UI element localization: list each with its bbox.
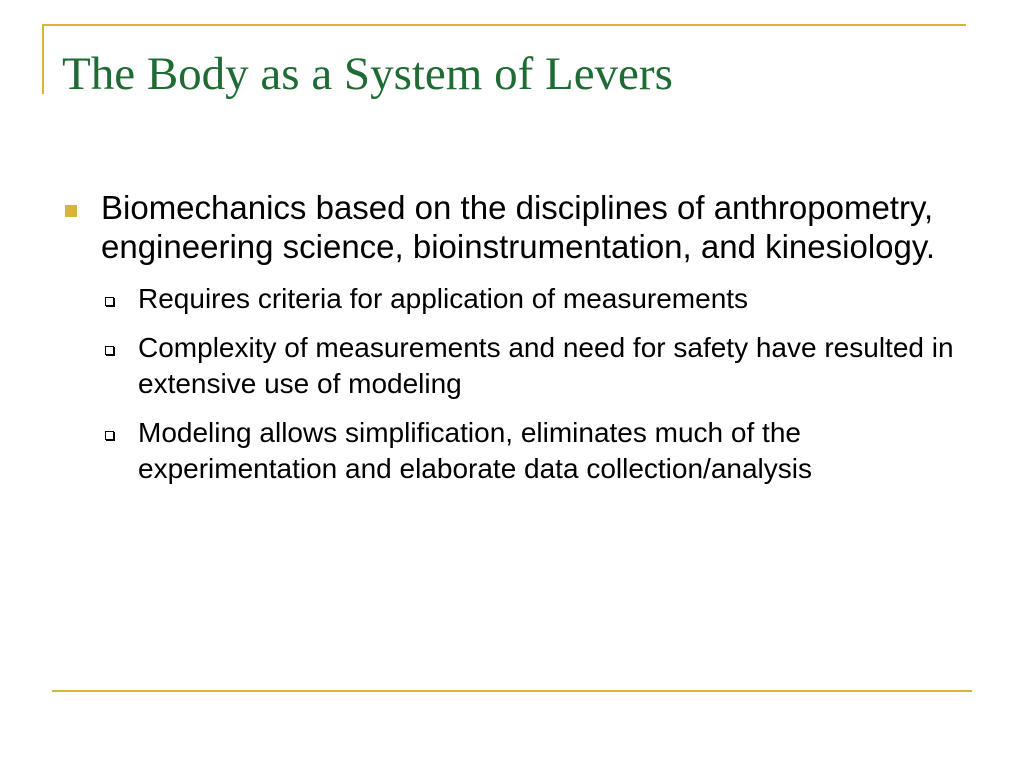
sub-bullet-text: Requires criteria for application of measurements	[138, 283, 749, 314]
sub-bullet-text: Modeling allows simplification, eliminates much of the experimentation and elaborate data collection/analysis	[138, 417, 812, 484]
hollow-square-bullet-icon	[105, 346, 114, 355]
sub-bullet-item	[62, 330, 982, 402]
sub-bullet-list	[62, 281, 982, 487]
slide-content	[62, 188, 982, 500]
frame-top-rule	[42, 24, 966, 26]
bullet-text: Biomechanics based on the disciplines of anthropometry, engineering science, bioinstrumentation, and kinesiology.	[101, 189, 936, 265]
frame-bottom-rule	[52, 690, 972, 692]
sub-bullet-text: Complexity of measurements and need for safety have resulted in extensive use of modeling	[138, 332, 954, 399]
sub-bullet-item	[62, 415, 982, 487]
slide-title: The Body as a System of Levers	[62, 48, 673, 100]
bullet-item	[62, 188, 982, 266]
hollow-square-bullet-icon	[105, 431, 114, 440]
filled-square-bullet-icon	[65, 205, 77, 217]
hollow-square-bullet-icon	[105, 297, 114, 306]
frame-left-rule	[42, 24, 44, 94]
sub-bullet-item	[62, 281, 982, 317]
